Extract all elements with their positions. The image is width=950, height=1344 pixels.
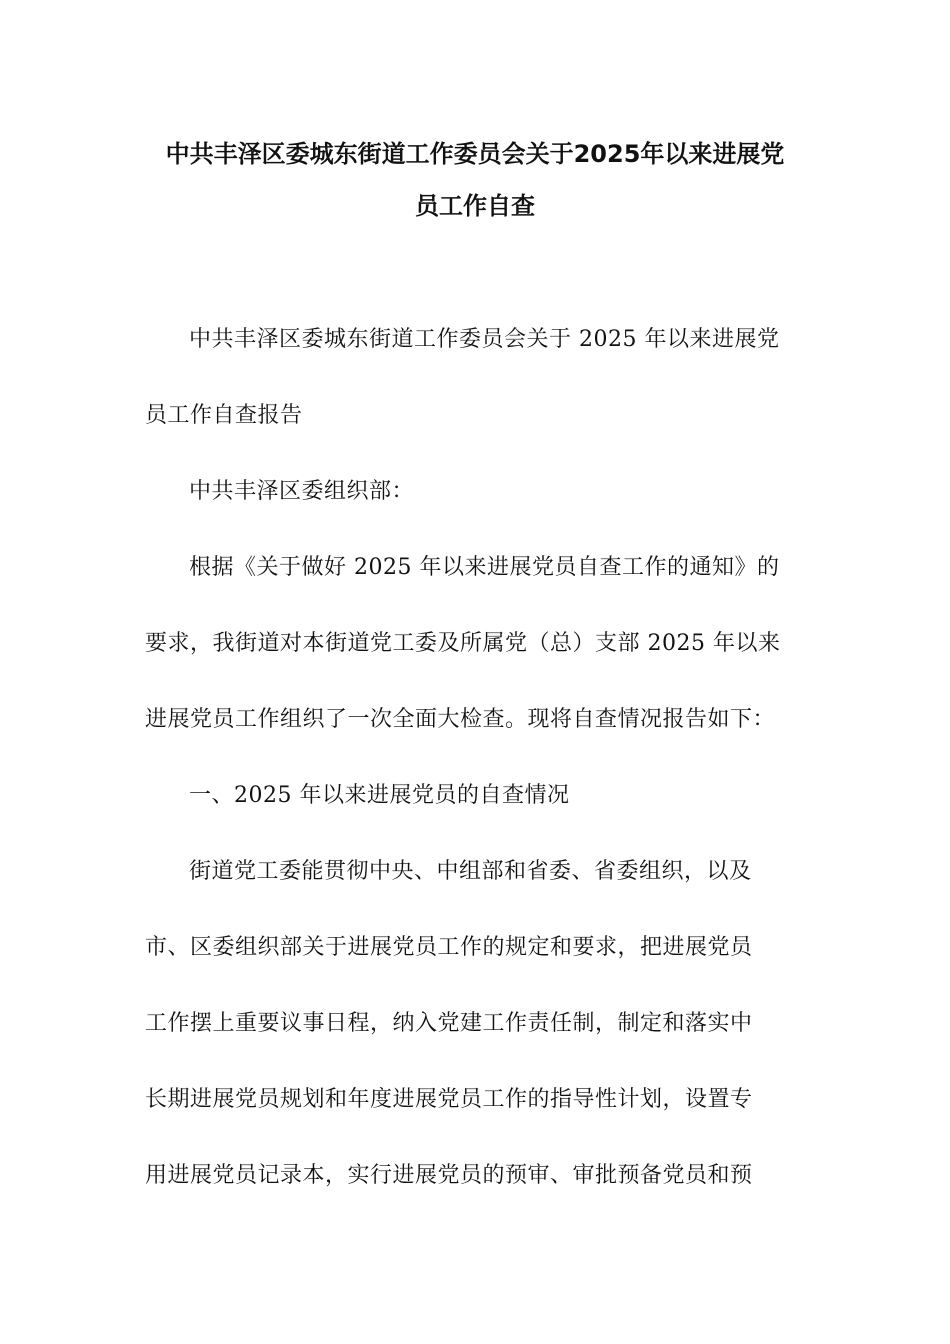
- title-line-2: 员工作自查: [415, 192, 535, 220]
- paragraph-intro: [145, 530, 810, 758]
- text-line: 根据《关于做好 2025 年以来进展党员自查工作的通知》的: [189, 555, 780, 580]
- text-line: 中共丰泽区委城东街道工作委员会关于 2025 年以来进展党: [189, 327, 780, 352]
- text-line: 长期进展党员规划和年度进展党员工作的指导性计划，设置专: [145, 1087, 753, 1112]
- text-line: 工作摆上重要议事日程，纳入党建工作责任制，制定和落实中: [145, 1011, 753, 1036]
- section-heading-1: [145, 758, 810, 834]
- title-line-1: 中共丰泽区委城东街道工作委员会关于2025年以来进展党: [165, 140, 785, 168]
- text-line: 用进展党员记录本，实行进展党员的预审、审批预备党员和预: [145, 1163, 753, 1188]
- text-line: 进展党员工作组织了一次全面大检查。现将自查情况报告如下：: [145, 707, 776, 732]
- text-line: 街道党工委能贯彻中央、中组部和省委、省委组织，以及: [189, 859, 752, 884]
- text-line: 要求，我街道对本街道党工委及所属党（总）支部 2025 年以来: [145, 631, 781, 656]
- text-line: 中共丰泽区委组织部：: [189, 479, 415, 504]
- document-title: [120, 128, 830, 232]
- paragraph-section-1-body: [145, 834, 810, 1214]
- text-line: 一、2025 年以来进展党员的自查情况: [189, 783, 570, 808]
- text-line: 市、区委组织部关于进展党员工作的规定和要求，把进展党员: [145, 935, 753, 960]
- paragraph-report-title: [145, 302, 810, 454]
- document-body: [145, 302, 810, 1214]
- text-line: 员工作自查报告: [145, 403, 303, 428]
- paragraph-addressee: [145, 454, 810, 530]
